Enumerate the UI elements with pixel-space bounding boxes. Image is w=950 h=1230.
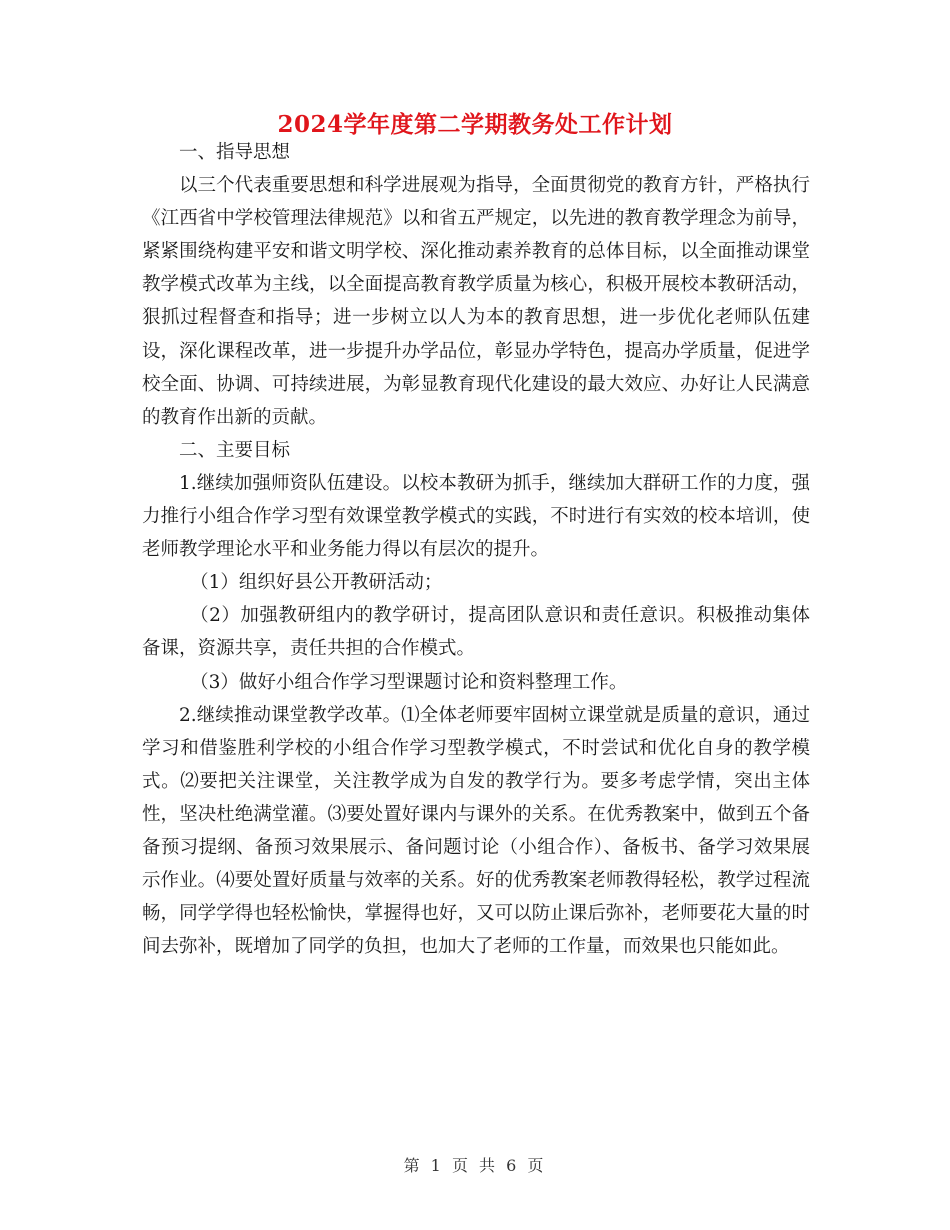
paragraph-goal-1: 1.继续加强师资队伍建设。以校本教研为抓手，继续加大群研工作的力度，强力推行小组合作学习型有效课堂教学模式的实践，不时进行有实效的校本培训，使老师教学理论水平和业务能力得以有层次的提升。 [142, 472, 810, 561]
list-item-1: （1）组织好县公开教研活动； [190, 572, 443, 594]
document-body [142, 136, 810, 963]
list-item-3: （3）做好小组合作学习型课题讨论和资料整理工作。 [190, 671, 628, 693]
paragraph-goal-2: 2.继续推动课堂教学改革。⑴全体老师要牢固树立课堂就是质量的意识，通过学习和借鉴胜利学校的小组合作学习型教学模式，不时尝试和优化自身的教学模式。⑵要把关注课堂，关注教学成为自发的教学行为。要多考虑学情，突出主体性，坚决杜绝满堂灌。⑶要处置好课内与课外的关系。在优秀教案中，做到五个备备预习提纲、备预习效果展示、备问题讨论（小组合作）、备板书、备学习效果展示作业。⑷要处置好质量与效率的关系。好的优秀教案老师教得轻松，教学过程流畅，同学学得也轻松愉快，掌握得也好，又可以防止课后弥补，老师要花大量的时间去弥补，既增加了同学的负担，也加大了老师的工作量，而效果也只能如此。 [142, 704, 810, 958]
document-title: 2024学年度第二学期教务处工作计划 [277, 111, 673, 138]
section-heading-main-goals: 二、主要目标 [179, 439, 291, 461]
list-item-2: （2）加强教研组内的教学研讨，提高团队意识和责任意识。积极推动集体备课，资源共享，责任共担的合作模式。 [142, 605, 810, 660]
page-footer: 第 1 页 共 6 页 [403, 1156, 547, 1175]
section-heading-guiding-ideology: 一、指导思想 [179, 142, 291, 163]
paragraph-guiding-ideology: 以三个代表重要思想和科学进展观为指导，全面贯彻党的教育方针，严格执行《江西省中学校管理法律规范》以和省五严规定，以先进的教育教学理念为前导，紧紧围绕构建平安和谐文明学校、深化推动素养教育的总体目标，以全面推动课堂教学模式改革为主线，以全面提高教育教学质量为核心，积极开展校本教研活动，狠抓过程督查和指导；进一步树立以人为本的教育思想，进一步优化老师队伍建设，深化课程改革，进一步提升办学品位，彰显办学特色，提高办学质量，促进学校全面、协调、可持续进展，为彰显教育现代化建设的最大效应、办好让人民满意的教育作出新的贡献。 [142, 175, 810, 428]
